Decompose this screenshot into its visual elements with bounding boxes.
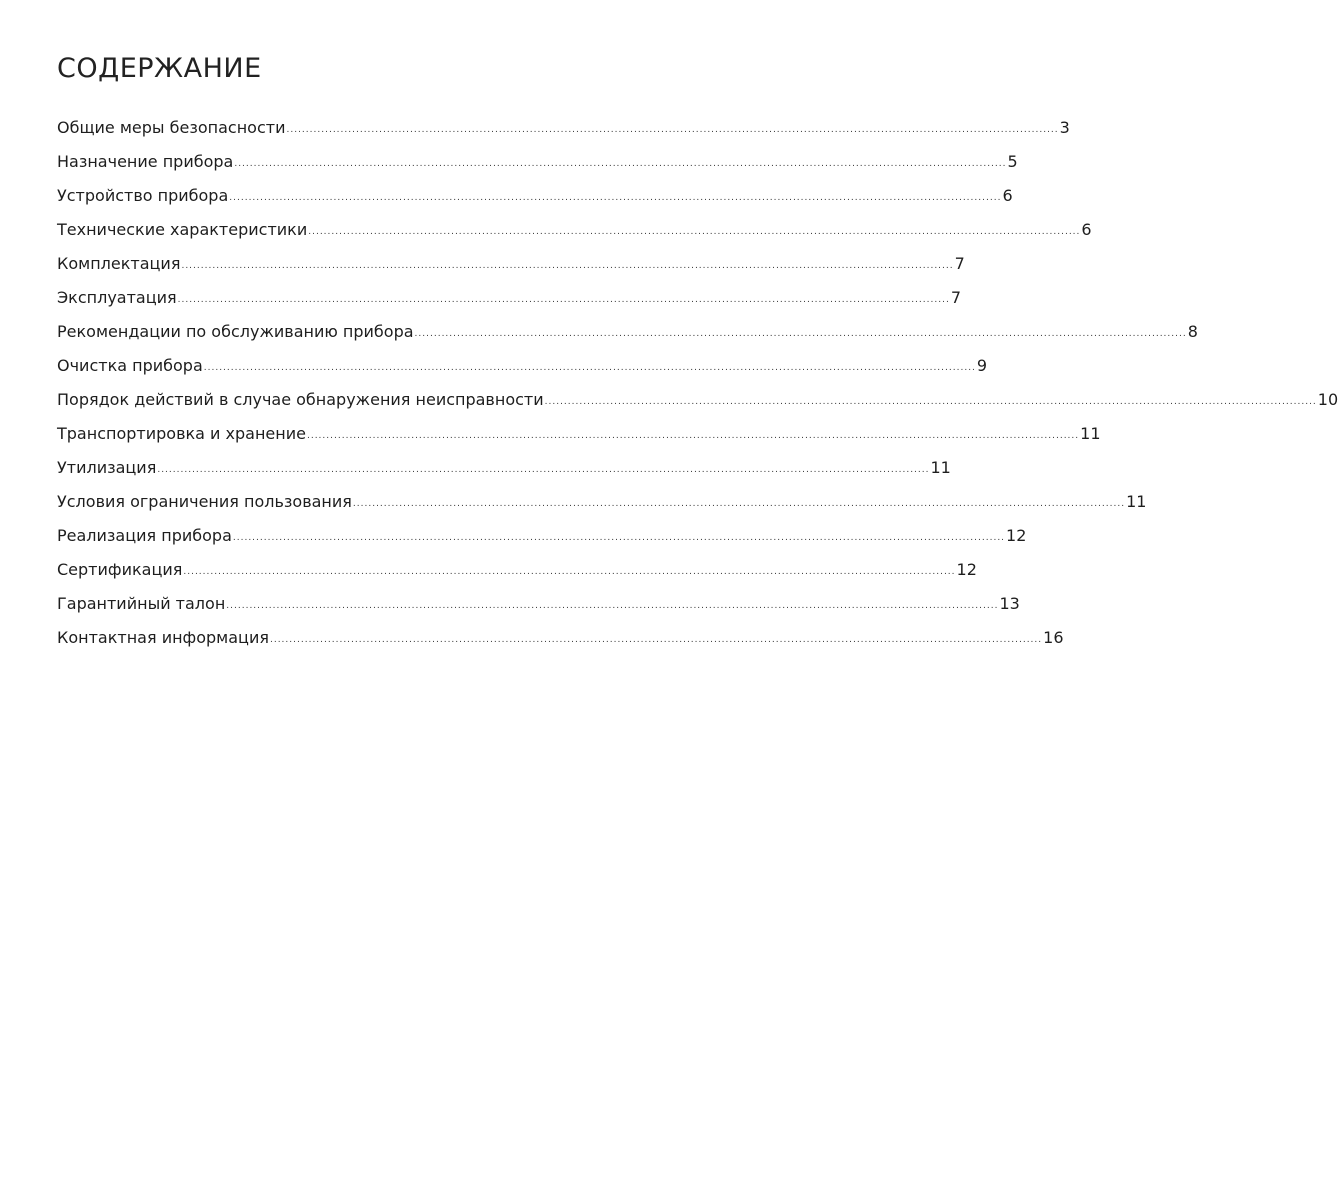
dot-leader: ........................................................................................................................................................................................................ bbox=[157, 465, 930, 475]
toc-entry-page: 12 bbox=[1006, 526, 1027, 545]
toc-entry-label: Общие меры безопасности bbox=[57, 118, 286, 137]
toc-entry-page: 12 bbox=[956, 560, 977, 579]
toc-entry-page: 16 bbox=[1043, 628, 1064, 647]
dot-leader: ........................................................................................................................................................................................................ bbox=[306, 431, 1080, 441]
toc-entry[interactable] bbox=[57, 390, 1338, 424]
toc-entry-label: Утилизация bbox=[57, 458, 157, 477]
toc-entry[interactable] bbox=[57, 322, 1198, 356]
toc-entry-page: 11 bbox=[1126, 492, 1147, 511]
toc-entry-label: Устройство прибора bbox=[57, 186, 229, 205]
dot-leader: ........................................................................................................................................................................................................ bbox=[269, 635, 1043, 645]
toc-entry-label: Транспортировка и хранение bbox=[57, 424, 306, 443]
toc-entry-page: 8 bbox=[1187, 322, 1198, 341]
toc-entry-label: Реализация прибора bbox=[57, 526, 232, 545]
table-of-contents bbox=[57, 118, 1338, 662]
toc-entry-page: 9 bbox=[976, 356, 988, 375]
dot-leader: ........................................................................................................................................................................................................ bbox=[544, 397, 1317, 407]
toc-entry-page: 10 bbox=[1317, 390, 1338, 409]
dot-leader: ........................................................................................................................................................................................................ bbox=[234, 159, 1007, 169]
toc-entry-label: Рекомендации по обслуживанию прибора bbox=[57, 322, 414, 341]
toc-entry-label: Назначение прибора bbox=[57, 152, 234, 171]
toc-entry[interactable] bbox=[57, 254, 965, 288]
dot-leader: ........................................................................................................................................................................................................ bbox=[181, 261, 954, 271]
toc-entry-page: 3 bbox=[1059, 118, 1070, 137]
toc-entry-label: Контактная информация bbox=[57, 628, 269, 647]
toc-entry-page: 13 bbox=[999, 594, 1020, 613]
toc-entry-label: Условия ограничения пользования bbox=[57, 492, 352, 511]
toc-entry-label: Порядок действий в случае обнаружения неисправности bbox=[57, 390, 544, 409]
toc-entry[interactable] bbox=[57, 560, 977, 594]
dot-leader: ........................................................................................................................................................................................................ bbox=[203, 363, 976, 373]
toc-entry[interactable] bbox=[57, 288, 961, 322]
toc-entry[interactable] bbox=[57, 628, 1064, 662]
toc-entry-label: Гарантийный талон bbox=[57, 594, 226, 613]
toc-entry[interactable] bbox=[57, 492, 1147, 526]
dot-leader: ........................................................................................................................................................................................................ bbox=[352, 499, 1126, 509]
dot-leader: ........................................................................................................................................................................................................ bbox=[308, 227, 1081, 237]
dot-leader: ........................................................................................................................................................................................................ bbox=[232, 533, 1006, 543]
toc-entry[interactable] bbox=[57, 458, 951, 492]
toc-entry[interactable] bbox=[57, 152, 1018, 186]
toc-entry-label: Технические характеристики bbox=[57, 220, 308, 239]
toc-entry-page: 5 bbox=[1007, 152, 1018, 171]
toc-entry-page: 11 bbox=[1080, 424, 1101, 443]
toc-entry-label: Эксплуатация bbox=[57, 288, 177, 307]
toc-entry[interactable] bbox=[57, 424, 1101, 458]
toc-entry[interactable] bbox=[57, 594, 1020, 628]
toc-entry-page: 11 bbox=[930, 458, 951, 477]
toc-entry-page: 6 bbox=[1081, 220, 1092, 239]
toc-entry[interactable] bbox=[57, 186, 1013, 220]
toc-entry-page: 7 bbox=[950, 288, 961, 307]
toc-entry-label: Очистка прибора bbox=[57, 356, 203, 375]
dot-leader: ........................................................................................................................................................................................................ bbox=[183, 567, 956, 577]
page-title: СОДЕРЖАНИЕ bbox=[57, 53, 262, 84]
dot-leader: ........................................................................................................................................................................................................ bbox=[177, 295, 950, 305]
dot-leader: ........................................................................................................................................................................................................ bbox=[226, 601, 999, 611]
toc-entry-label: Сертификация bbox=[57, 560, 183, 579]
toc-entry[interactable] bbox=[57, 526, 1027, 560]
toc-entry-page: 7 bbox=[954, 254, 965, 273]
dot-leader: ........................................................................................................................................................................................................ bbox=[286, 125, 1059, 135]
dot-leader: ........................................................................................................................................................................................................ bbox=[229, 193, 1002, 203]
toc-entry[interactable] bbox=[57, 220, 1092, 254]
toc-entry-page: 6 bbox=[1002, 186, 1013, 205]
toc-entry-label: Комплектация bbox=[57, 254, 181, 273]
dot-leader: ........................................................................................................................................................................................................ bbox=[414, 329, 1187, 339]
toc-entry[interactable] bbox=[57, 118, 1070, 152]
toc-entry[interactable] bbox=[57, 356, 988, 390]
